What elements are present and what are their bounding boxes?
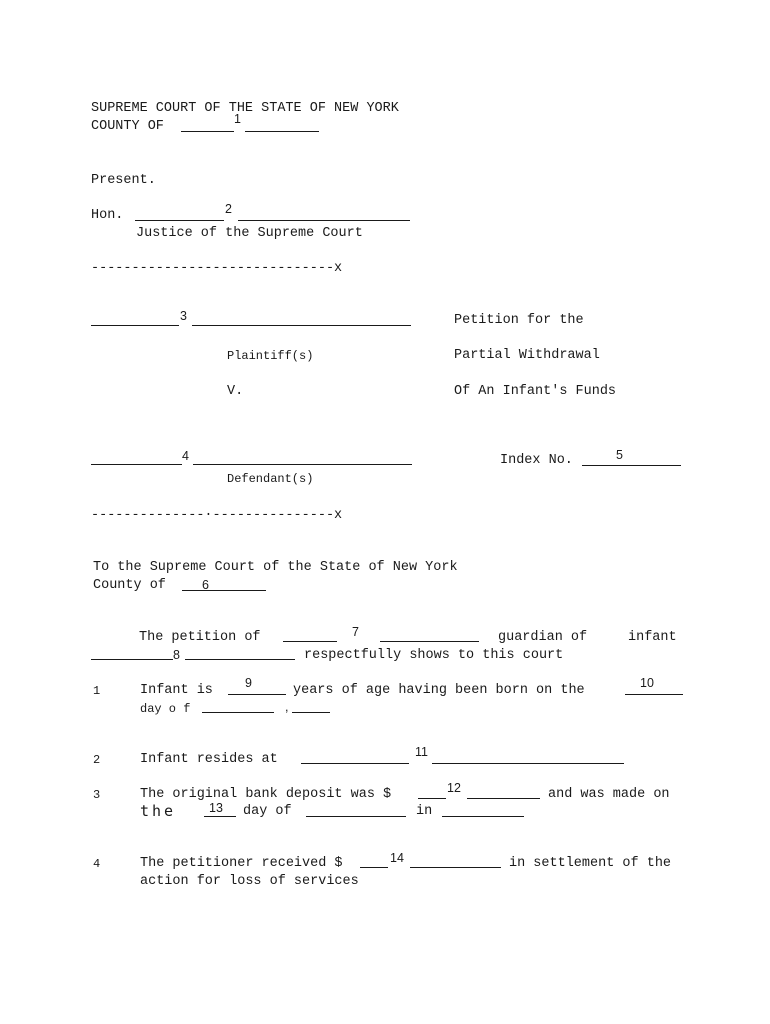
plaintiff-blank-a[interactable] [91,325,179,326]
field-number-2: 2 [225,202,232,216]
justice-name-blank-a[interactable] [135,220,224,221]
plaintiff-blank-b[interactable] [192,325,411,326]
item3-text-b: and was made on [548,787,670,802]
residence-blank-a[interactable] [301,763,409,764]
field-number-4: 4 [182,449,189,463]
deposit-month-blank[interactable] [306,816,406,817]
settlement-amount-blank-a[interactable] [360,867,388,868]
address-county-blank[interactable] [182,590,266,591]
field-number-9: 9 [245,676,252,690]
petitioner-name-blank-a[interactable] [283,641,337,642]
item-number-2: 2 [93,753,101,767]
versus-label: V. [227,384,244,399]
item-number-3: 3 [93,788,101,802]
birth-day-blank[interactable] [625,694,683,695]
field-number-11: 11 [415,745,428,759]
infant-name-blank-b[interactable] [185,659,295,660]
infant-age-blank[interactable] [228,694,286,695]
item4-text-a: The petitioner received $ [140,856,343,871]
hon-label: Hon. [91,208,124,223]
item2-text-a: Infant resides at [140,752,278,767]
deposit-amount-blank-b[interactable] [467,798,540,799]
item3-text-c: day of [243,804,292,819]
field-number-12: 12 [447,781,461,795]
item1-comma: , [285,700,289,714]
infant-name-blank-a[interactable] [91,659,173,660]
caption-divider-top: ------------------------------x [91,261,343,276]
petition-title-line2: Partial Withdrawal [454,348,600,363]
index-number-blank[interactable] [582,465,681,466]
present-label: Present. [91,173,156,188]
item-number-4: 4 [93,857,101,871]
petition-intro-prefix: The petition of [139,630,261,645]
caption-divider-bottom: --------------·---------------x [91,508,343,523]
guardian-of-text: guardian of [498,630,588,645]
field-number-14: 14 [390,851,404,865]
item4-text-c: action for loss of services [140,874,359,889]
petition-title-line3: Of An Infant's Funds [454,384,617,399]
court-name: SUPREME COURT OF THE STATE OF NEW YORK [91,101,399,116]
defendant-label: Defendant(s) [227,472,314,486]
field-number-5: 5 [616,448,623,462]
item4-text-b: in settlement of the [509,856,672,871]
deposit-year-blank[interactable] [442,816,524,817]
residence-blank-b[interactable] [432,763,624,764]
justice-title: Justice of the Supreme Court [136,226,363,241]
item1-text-a: Infant is [140,683,213,698]
field-number-13: 13 [209,801,223,815]
settlement-amount-blank-b[interactable] [410,867,501,868]
item3-text-a: The original bank deposit was $ [140,787,392,802]
plaintiff-label: Plaintiff(s) [227,349,314,363]
defendant-blank-a[interactable] [91,464,182,465]
defendant-blank-b[interactable] [193,464,412,465]
item1-text-b: years of age having been born on the [293,683,585,698]
address-line: To the Supreme Court of the State of New York [93,560,458,575]
item-number-1: 1 [93,684,101,698]
field-number-1: 1 [234,112,241,126]
deposit-day-blank[interactable] [204,816,236,817]
item3-the-text: the [140,802,177,820]
field-number-3: 3 [180,309,187,323]
field-number-8: 8 [173,648,180,662]
item3-in-text: in [416,804,433,819]
field-number-10: 10 [640,676,654,690]
infant-text: infant [628,630,677,645]
birth-month-blank[interactable] [202,712,274,713]
petition-title-line1: Petition for the [454,313,584,328]
justice-name-blank-b[interactable] [238,220,410,221]
item1-text-c: day o f [140,702,191,716]
petitioner-name-blank-b[interactable] [380,641,479,642]
field-number-7: 7 [352,625,359,639]
field-number-6: 6 [202,578,209,592]
address-county-label: County of [93,578,166,593]
county-blank-b[interactable] [245,131,319,132]
deposit-amount-blank-a[interactable] [418,798,446,799]
shows-text: respectfully shows to this court [304,648,564,663]
county-label: COUNTY OF [91,119,164,134]
birth-year-blank[interactable] [292,712,330,713]
index-label: Index No. [500,453,573,468]
county-blank-a[interactable] [181,131,234,132]
